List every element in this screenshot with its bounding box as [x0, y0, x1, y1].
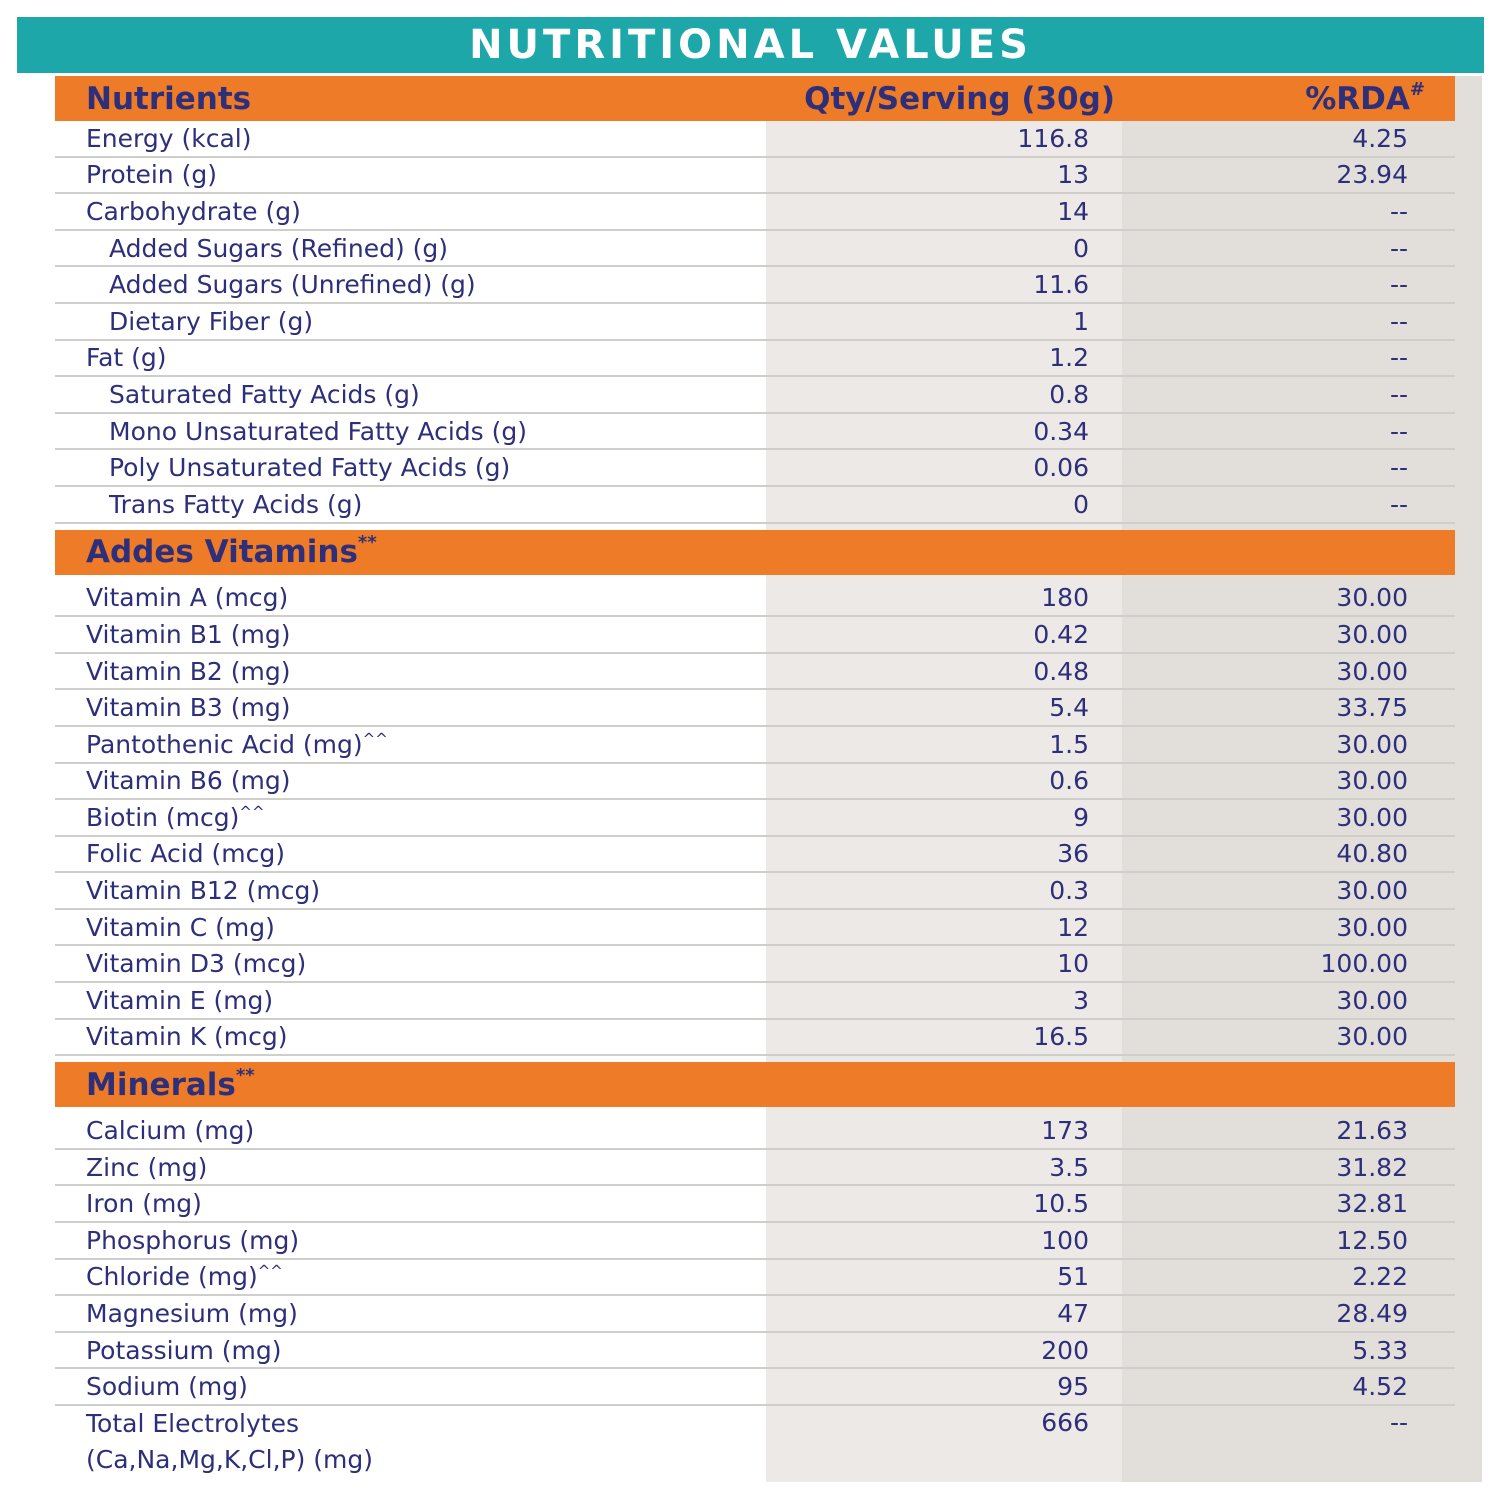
table-row: [55, 690, 1455, 727]
nutrient-name: [109, 453, 510, 482]
nutrient-name-text: Vitamin D3 (mcg): [86, 949, 307, 979]
nutrient-name-text: Vitamin B2 (mg): [86, 656, 291, 686]
qty-value: 1: [1073, 306, 1089, 336]
nutrient-name: [86, 583, 288, 612]
rda-value: --: [1389, 196, 1408, 226]
rda-value: 30.00: [1336, 802, 1408, 832]
table-row: [55, 873, 1455, 910]
nutrient-name-text: Vitamin C (mg): [86, 912, 275, 942]
table-row: [55, 121, 1455, 158]
nutrient-name: [86, 620, 290, 649]
nutrient-name-text: Zinc (mg): [86, 1152, 208, 1182]
nutrient-name-text: Biotin (mcg): [86, 802, 240, 832]
nutrient-name: [86, 160, 217, 189]
nutrient-name-text: Saturated Fatty Acids (g): [109, 379, 420, 409]
qty-value: 36: [1057, 839, 1089, 869]
nutrient-name: [109, 234, 448, 263]
nutrient-name-text: Pantothenic Acid (mg): [86, 729, 363, 759]
nutrient-name-text: Vitamin B6 (mg): [86, 766, 291, 796]
qty-value: 0.42: [1033, 619, 1089, 649]
table-row: [55, 341, 1455, 378]
nutrient-name-text: Magnesium (mg): [86, 1299, 298, 1329]
rda-value: --: [1389, 306, 1408, 336]
rda-value: 32.81: [1336, 1189, 1408, 1219]
table-row: [55, 1186, 1455, 1223]
page-title: NUTRITIONAL VALUES: [469, 22, 1032, 68]
header-rda-label: %RDA: [1305, 80, 1410, 117]
rda-value: 23.94: [1336, 160, 1408, 190]
rda-value: --: [1389, 489, 1408, 519]
qty-value: 0.06: [1033, 453, 1089, 483]
qty-value: 200: [1041, 1335, 1089, 1365]
rda-value: 30.00: [1336, 619, 1408, 649]
qty-value: 173: [1041, 1116, 1089, 1146]
rda-value: 30.00: [1336, 656, 1408, 686]
qty-value: 14: [1057, 196, 1089, 226]
rda-value: --: [1389, 1408, 1408, 1437]
nutrient-name-text: Iron (mg): [86, 1189, 202, 1219]
nutrient-name: [86, 693, 290, 722]
nutrient-name: [86, 1153, 207, 1182]
nutrient-name: [86, 1022, 288, 1051]
table-row: [55, 487, 1455, 524]
qty-value: 100: [1041, 1225, 1089, 1255]
section-header: [55, 1062, 1455, 1107]
rda-value: 30.00: [1336, 583, 1408, 613]
rda-value: --: [1389, 416, 1408, 446]
rda-value: 30.00: [1336, 912, 1408, 942]
table-row: [55, 1260, 1455, 1297]
table-row: [55, 1369, 1455, 1406]
nutrient-name-text: Total Electrolytes (Ca,Na,Mg,K,Cl,P) (mg): [86, 1409, 374, 1474]
qty-value: 10: [1057, 949, 1089, 979]
nutrient-name: [86, 803, 265, 832]
nutrient-name: [86, 730, 388, 759]
nutrient-name-text: Sodium (mg): [86, 1372, 248, 1402]
qty-value: 16.5: [1033, 1022, 1089, 1052]
nutrient-name: [86, 1406, 416, 1478]
rda-value: --: [1389, 379, 1408, 409]
rda-value: 30.00: [1336, 729, 1408, 759]
table-row: [55, 581, 1455, 618]
rda-value: --: [1389, 453, 1408, 483]
rda-value: 4.52: [1352, 1372, 1408, 1402]
nutrient-name: [86, 197, 301, 226]
nutrient-name: [86, 1189, 202, 1218]
qty-value: 0.48: [1033, 656, 1089, 686]
qty-value: 13: [1057, 160, 1089, 190]
table-row: [55, 1296, 1455, 1333]
nutrient-name-text: Mono Unsaturated Fatty Acids (g): [109, 416, 528, 446]
rda-value: 31.82: [1336, 1152, 1408, 1182]
nutrient-name: [86, 124, 251, 153]
nutrient-name-text: Folic Acid (mcg): [86, 839, 286, 869]
qty-value: 12: [1057, 912, 1089, 942]
nutrient-name: [109, 490, 362, 519]
table-row: [55, 837, 1455, 874]
table-row: [55, 654, 1455, 691]
nutrient-name: [86, 1372, 248, 1401]
table-row: [55, 1020, 1455, 1057]
qty-value: 5.4: [1049, 693, 1089, 723]
rda-value: 33.75: [1336, 693, 1408, 723]
qty-value: 3: [1073, 985, 1089, 1015]
table-row: [55, 377, 1455, 414]
table-row: [55, 1113, 1455, 1150]
qty-value: 10.5: [1033, 1189, 1089, 1219]
nutrient-name-text: Vitamin A (mcg): [86, 583, 289, 613]
nutrient-name-text: Vitamin B3 (mg): [86, 693, 291, 723]
table-row: [55, 727, 1455, 764]
nutrient-name: [86, 986, 273, 1015]
nutrient-name: [86, 766, 290, 795]
qty-value: 0: [1073, 233, 1089, 263]
nutrient-name-text: Vitamin B12 (mcg): [86, 876, 321, 906]
nutrient-name-text: Protein (g): [86, 160, 217, 190]
qty-value: 51: [1057, 1262, 1089, 1292]
rda-value: --: [1389, 270, 1408, 300]
rda-value: --: [1389, 233, 1408, 263]
qty-value: 1.2: [1049, 343, 1089, 373]
qty-value: 0.6: [1049, 766, 1089, 796]
table-body: [55, 121, 1455, 1478]
section-title-text: Minerals: [86, 1066, 236, 1103]
nutrient-name: [109, 270, 476, 299]
nutrient-name-text: Poly Unsaturated Fatty Acids (g): [109, 453, 511, 483]
nutrient-name: [86, 1116, 254, 1145]
qty-value: 11.6: [1033, 270, 1089, 300]
nutrient-name-text: Energy (kcal): [86, 123, 252, 153]
rda-value: 5.33: [1352, 1335, 1408, 1365]
nutrient-name-text: Added Sugars (Refined) (g): [109, 233, 449, 263]
qty-value: 1.5: [1049, 729, 1089, 759]
table-header: [55, 76, 1455, 121]
table-row: [55, 1333, 1455, 1370]
rda-value: 2.22: [1352, 1262, 1408, 1292]
nutrient-name: [86, 876, 320, 905]
table-row: [55, 764, 1455, 801]
title-banner: [17, 17, 1484, 73]
qty-value: 47: [1057, 1299, 1089, 1329]
section-title: [86, 1064, 255, 1103]
qty-value: 0: [1073, 489, 1089, 519]
rda-value: 30.00: [1336, 876, 1408, 906]
table-row: [55, 267, 1455, 304]
nutrient-name: [109, 380, 420, 409]
nutrient-name: [86, 1262, 283, 1291]
table-row: [55, 910, 1455, 947]
nutrient-name: [86, 839, 285, 868]
nutrient-name-text: Vitamin E (mg): [86, 985, 274, 1015]
nutrient-mark: ^^: [362, 729, 388, 748]
nutrient-name-text: Potassium (mg): [86, 1335, 282, 1365]
header-nutrients: Nutrients: [86, 80, 252, 117]
nutrient-name-text: Fat (g): [86, 343, 167, 373]
rda-value: 4.25: [1352, 123, 1408, 153]
qty-value: 666: [1041, 1408, 1089, 1437]
rda-value: 100.00: [1320, 949, 1408, 979]
rda-value: --: [1389, 343, 1408, 373]
nutrient-name: [86, 343, 167, 372]
qty-value: 95: [1057, 1372, 1089, 1402]
rda-value: 30.00: [1336, 1022, 1408, 1052]
section-title-mark: **: [357, 532, 377, 554]
nutrient-name-text: Added Sugars (Unrefined) (g): [109, 270, 476, 300]
table-row: [55, 158, 1455, 195]
header-rda-mark: #: [1409, 78, 1425, 100]
header-rda: [1305, 78, 1425, 117]
qty-value: 0.3: [1049, 876, 1089, 906]
section-title: [86, 534, 377, 570]
nutrient-name: [86, 949, 306, 978]
rda-value: 40.80: [1336, 839, 1408, 869]
nutrient-name-text: Carbohydrate (g): [86, 196, 301, 226]
nutrient-mark: ^^: [239, 802, 265, 821]
table-row: [55, 617, 1455, 654]
table-row: [55, 194, 1455, 231]
rda-value: 30.00: [1336, 766, 1408, 796]
rda-value: 21.63: [1336, 1116, 1408, 1146]
table-row: [55, 414, 1455, 451]
rda-value: 12.50: [1336, 1225, 1408, 1255]
nutrient-mark: ^^: [257, 1262, 283, 1281]
nutrient-name-text: Chloride (mg): [86, 1262, 258, 1292]
section-title-text: Addes Vitamins: [86, 534, 358, 571]
nutrient-name: [86, 1336, 281, 1365]
nutrient-name-text: Vitamin K (mcg): [86, 1022, 288, 1052]
section-title-mark: **: [235, 1064, 255, 1086]
qty-value: 9: [1073, 802, 1089, 832]
section-header: [55, 530, 1455, 575]
nutrition-table: [55, 76, 1455, 1478]
table-row: [55, 1406, 1455, 1478]
nutrient-name-text: Dietary Fiber (g): [109, 306, 314, 336]
nutrient-name: [86, 1299, 298, 1328]
table-row: [55, 231, 1455, 268]
header-qty: Qty/Serving (30g): [804, 80, 1115, 117]
rda-value: 28.49: [1336, 1299, 1408, 1329]
nutrient-name-text: Vitamin B1 (mg): [86, 619, 291, 649]
nutrient-name: [86, 1226, 299, 1255]
rda-value: 30.00: [1336, 985, 1408, 1015]
nutrient-name-text: Calcium (mg): [86, 1116, 255, 1146]
qty-value: 0.34: [1033, 416, 1089, 446]
nutrient-name: [86, 913, 275, 942]
nutrient-name-text: Trans Fatty Acids (g): [109, 489, 363, 519]
nutrient-name-text: Phosphorus (mg): [86, 1225, 300, 1255]
table-row: [55, 800, 1455, 837]
qty-value: 180: [1041, 583, 1089, 613]
nutrient-name: [109, 307, 313, 336]
table-row: [55, 1150, 1455, 1187]
table-row: [55, 304, 1455, 341]
table-row: [55, 1223, 1455, 1260]
qty-value: 3.5: [1049, 1152, 1089, 1182]
nutrient-name: [86, 657, 290, 686]
table-row: [55, 983, 1455, 1020]
table-row: [55, 946, 1455, 983]
table-row: [55, 450, 1455, 487]
nutrient-name: [109, 417, 527, 446]
qty-value: 116.8: [1017, 123, 1089, 153]
qty-value: 0.8: [1049, 379, 1089, 409]
